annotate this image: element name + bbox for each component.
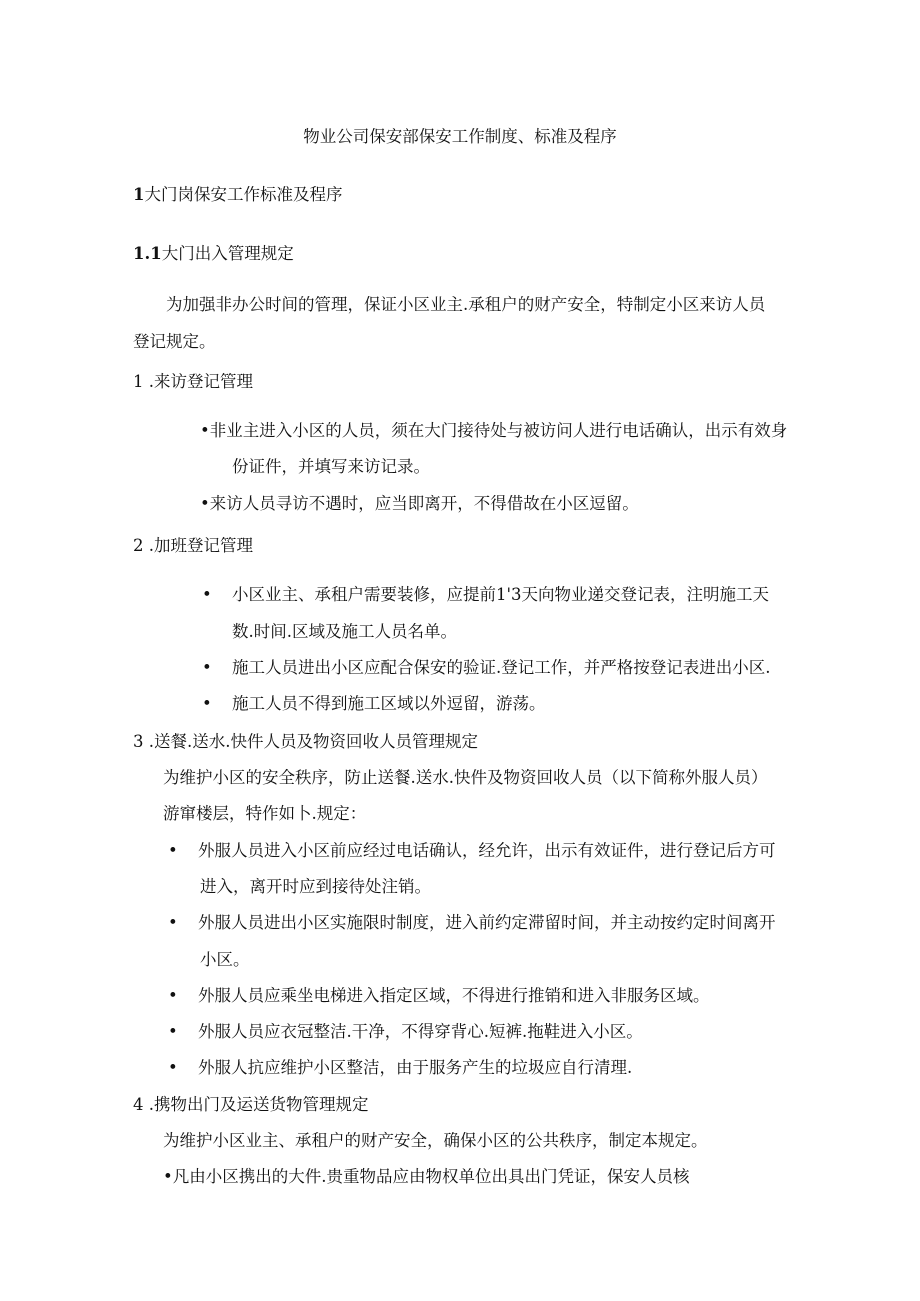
item-2-bullet-line: 小区业主、承租户需要装修，应提前1'3天向物业递交登记表，注明施工天 xyxy=(232,585,770,604)
bullet-dot: • xyxy=(168,1022,178,1041)
item-3-bullet-line: 外服人员进入小区前应经过电话确认，经允许，出示有效证件，进行登记后方可 xyxy=(198,841,776,860)
document-title: 物业公司保安部保安工作制度、标准及程序 xyxy=(303,127,617,146)
intro-line: 登记规定。 xyxy=(133,332,216,351)
item-3-bullet-line: 外服人员应衣冠整洁.干净，不得穿背心.短裤.拖鞋进入小区。 xyxy=(198,1022,643,1041)
section-1-text: 大门岗保安工作标准及程序 xyxy=(144,185,343,204)
item-3-intro-line: 为维护小区的安全秩序，防止送餐.送水.快件及物资回收人员（以下简称外服人员） xyxy=(163,768,768,787)
item-3-intro-line: 游窜楼层，特作如卜.规定： xyxy=(163,804,367,823)
bullet-dot: • xyxy=(168,986,178,1005)
item-1-bullet-line: •非业主进入小区的人员，须在大门接待处与被访问人进行电话确认，出示有效身 xyxy=(200,421,788,440)
item-2-bullet-line: 施工人员进出小区应配合保安的验证.登记工作，并严格按登记表进出小区. xyxy=(232,658,771,677)
bullet-dot: • xyxy=(202,694,212,713)
item-4-bullet-line: •凡由小区携出的大件.贵重物品应由物权单位出具出门凭证，保安人员核 xyxy=(163,1167,690,1186)
item-3-bullet-line: 小区。 xyxy=(200,950,250,969)
item-1-bullet-line: 份证件，并填写来访记录。 xyxy=(232,457,430,476)
bullet-dot: • xyxy=(168,1058,178,1077)
item-3-bullet-line: 进入，离开时应到接待处注销。 xyxy=(200,877,431,896)
section-1-1-heading xyxy=(133,243,294,265)
bullet-dot: • xyxy=(202,585,212,604)
bullet-dot: • xyxy=(202,658,212,677)
item-3-heading: 3 .送餐.送水.快件人员及物资回收人员管理规定 xyxy=(133,732,478,751)
item-4-heading: 4 .携物出门及运送货物管理规定 xyxy=(133,1095,369,1114)
intro-line: 为加强非办公时间的管理，保证小区业主.承租户的财产安全，特制定小区来访人员 xyxy=(166,295,766,314)
section-1-1-text: 大门出入管理规定 xyxy=(161,244,294,263)
item-2-heading: 2 .加班登记管理 xyxy=(133,536,253,555)
item-3-bullet-line: 外服人员进出小区实施限时制度，进入前约定滞留时间，并主动按约定时间离开 xyxy=(198,913,776,932)
bullet-dot: • xyxy=(168,841,178,860)
item-4-intro: 为维护小区业主、承租户的财产安全，确保小区的公共秩序，制定本规定。 xyxy=(163,1131,708,1150)
section-1-number: 1 xyxy=(133,185,145,204)
item-2-bullet-line: 施工人员不得到施工区域以外逗留，游荡。 xyxy=(232,694,546,713)
bullet-dot: • xyxy=(168,913,178,932)
item-1-bullet-line: •来访人员寻访不遇时，应当即离开，不得借故在小区逗留。 xyxy=(200,494,639,513)
section-1-1-number: 1.1 xyxy=(133,244,162,263)
item-3-bullet-line: 外服人员应乘坐电梯进入指定区域，不得进行推销和进入非服务区域。 xyxy=(198,986,710,1005)
item-2-bullet-line: 数.时间.区域及施工人员名单。 xyxy=(232,622,457,641)
section-1-heading xyxy=(133,184,342,206)
item-3-bullet-line: 外服人抗应维护小区整洁，由于服务产生的垃圾应自行清理. xyxy=(198,1058,633,1077)
item-1-heading: 1 .来访登记管理 xyxy=(133,372,253,391)
